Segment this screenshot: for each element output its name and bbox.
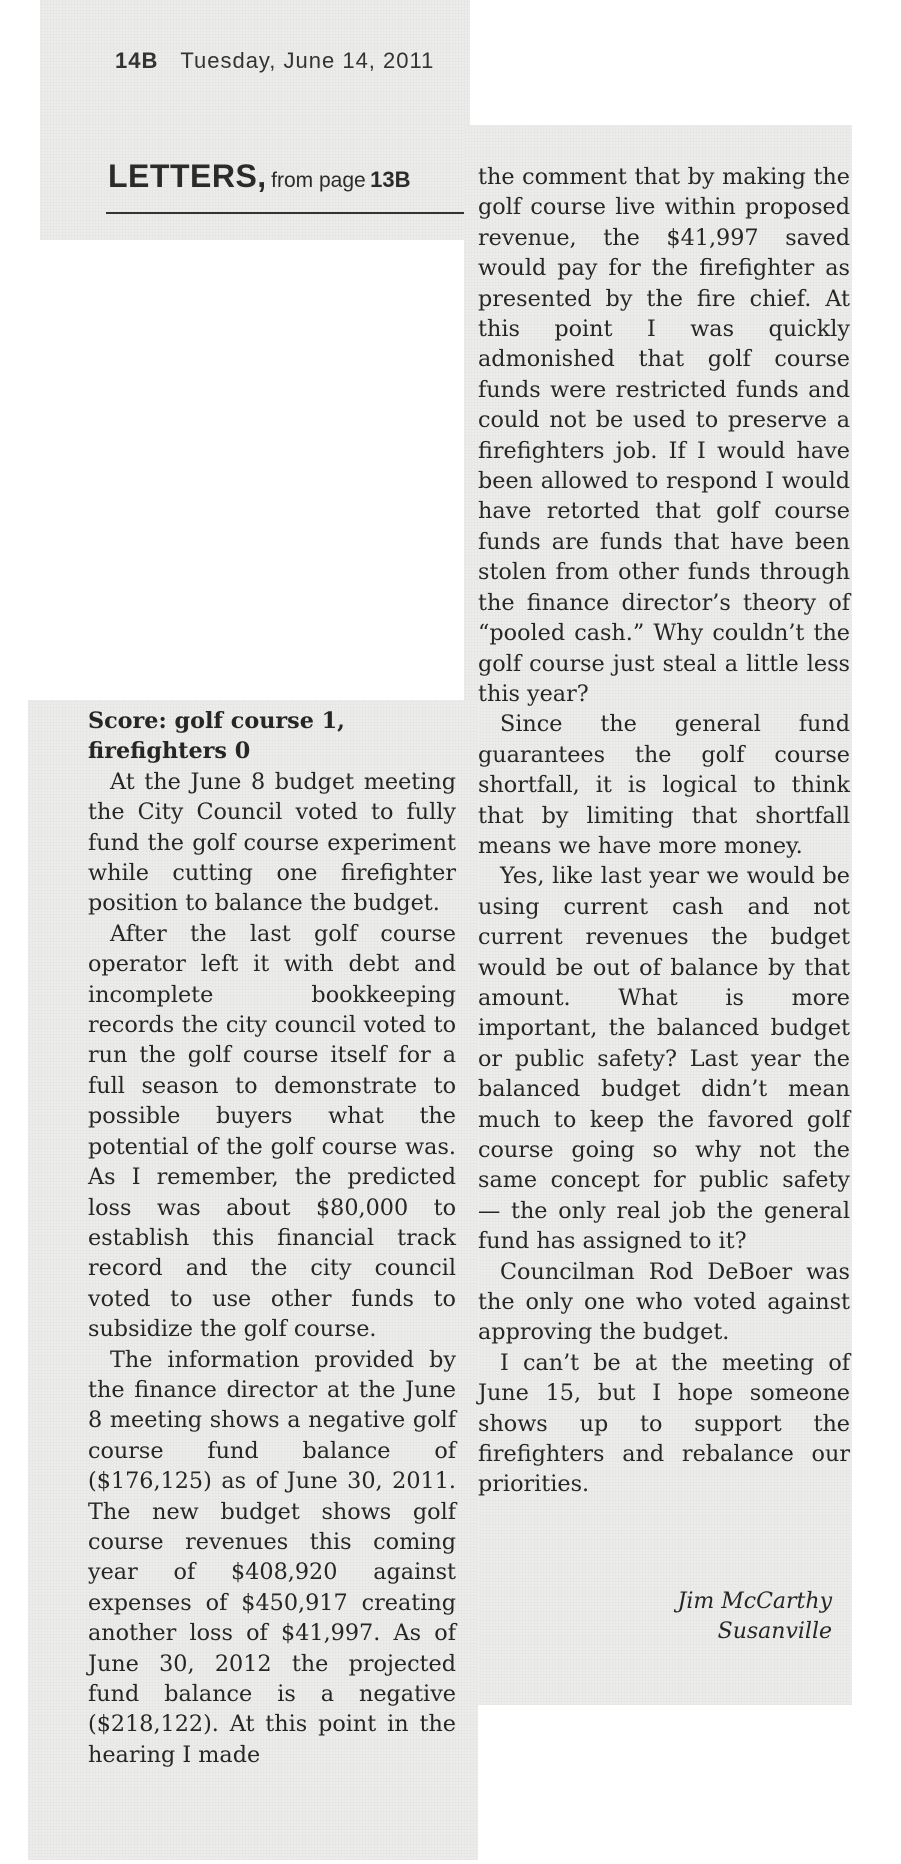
continued-from-page: 13B xyxy=(370,167,411,192)
letter-paragraph: At the June 8 budget meeting the City Council voted to fully fund the golf course experiment while cutting one firefighter position to balance the budget. xyxy=(88,768,456,917)
letter-paragraph: After the last golf course operator left it with debt and incomplete bookkeeping records the city council voted to run the golf course itself for a full season to demonstrate to possible buyers what the potential of the golf course was. As I remember, the predicted loss was about $80,000 to establish this financial track record and the city council voted to use other funds to subsidize the golf course. xyxy=(88,920,456,1343)
author-name: Jim McCarthy xyxy=(677,1589,832,1614)
letter-paragraph: I can’t be at the meeting of June 15, but I hope someone shows up to support the firefighters and rebalance our priorities. xyxy=(478,1349,850,1498)
page-number: 14B xyxy=(115,48,159,73)
letter-right-column xyxy=(478,162,850,1500)
dateline xyxy=(115,48,434,74)
letter-paragraph: The information provided by the finance director at the June 8 meeting shows a negative golf course fund balance of ($176,125) as of June 30, 2011. The new budget shows golf course revenues this coming year of $408,920 against expenses of $450,917 creating another loss of $41,997. As of June 30, 2012 the projected fund balance is a negative ($218,122). At this point in the hearing I made xyxy=(88,1346,456,1768)
letter-paragraph: Since the general fund guarantees the golf course shortfall, it is logical to think that by limiting that shortfall means we have more money. xyxy=(478,711,850,859)
letter-signature xyxy=(560,1587,832,1647)
letter-paragraph: Councilman Rod DeBoer was the only one who voted against approving the budget. xyxy=(478,1258,850,1346)
letter-left-column xyxy=(88,706,456,1770)
section-header xyxy=(108,158,411,195)
continued-from-text: from page xyxy=(271,169,366,192)
header-rule xyxy=(106,212,464,214)
letter-continuation: the comment that by making the golf course live within proposed revenue, the $41,997 saved would pay for the firefighter as presented by the fire chief. At this point I was quickly admonished that golf course funds were restricted funds and could not be used to preserve a firefighters job. If I would have been allowed to respond I would have retorted that golf course funds are funds that have been stolen from other funds through the finance director’s theory of “pooled cash.” Why couldn’t the golf course just steal a little less this year? xyxy=(478,164,850,707)
author-location: Susanville xyxy=(717,1619,832,1644)
header-clipping xyxy=(40,0,470,240)
issue-date: Tuesday, June 14, 2011 xyxy=(180,48,435,73)
section-title: LETTERS, xyxy=(108,158,267,194)
letter-paragraph: Yes, like last year we would be using current cash and not current revenues the budget would be out of balance by that amount. What is more important, the balanced budget or public safety? Last year the balanced budget didn’t mean much to keep the favored golf course going so why not the same concept for public safety — the only real job the general fund has assigned to it? xyxy=(478,863,850,1255)
letter-headline: Score: golf course 1, firefighters 0 xyxy=(88,708,345,765)
